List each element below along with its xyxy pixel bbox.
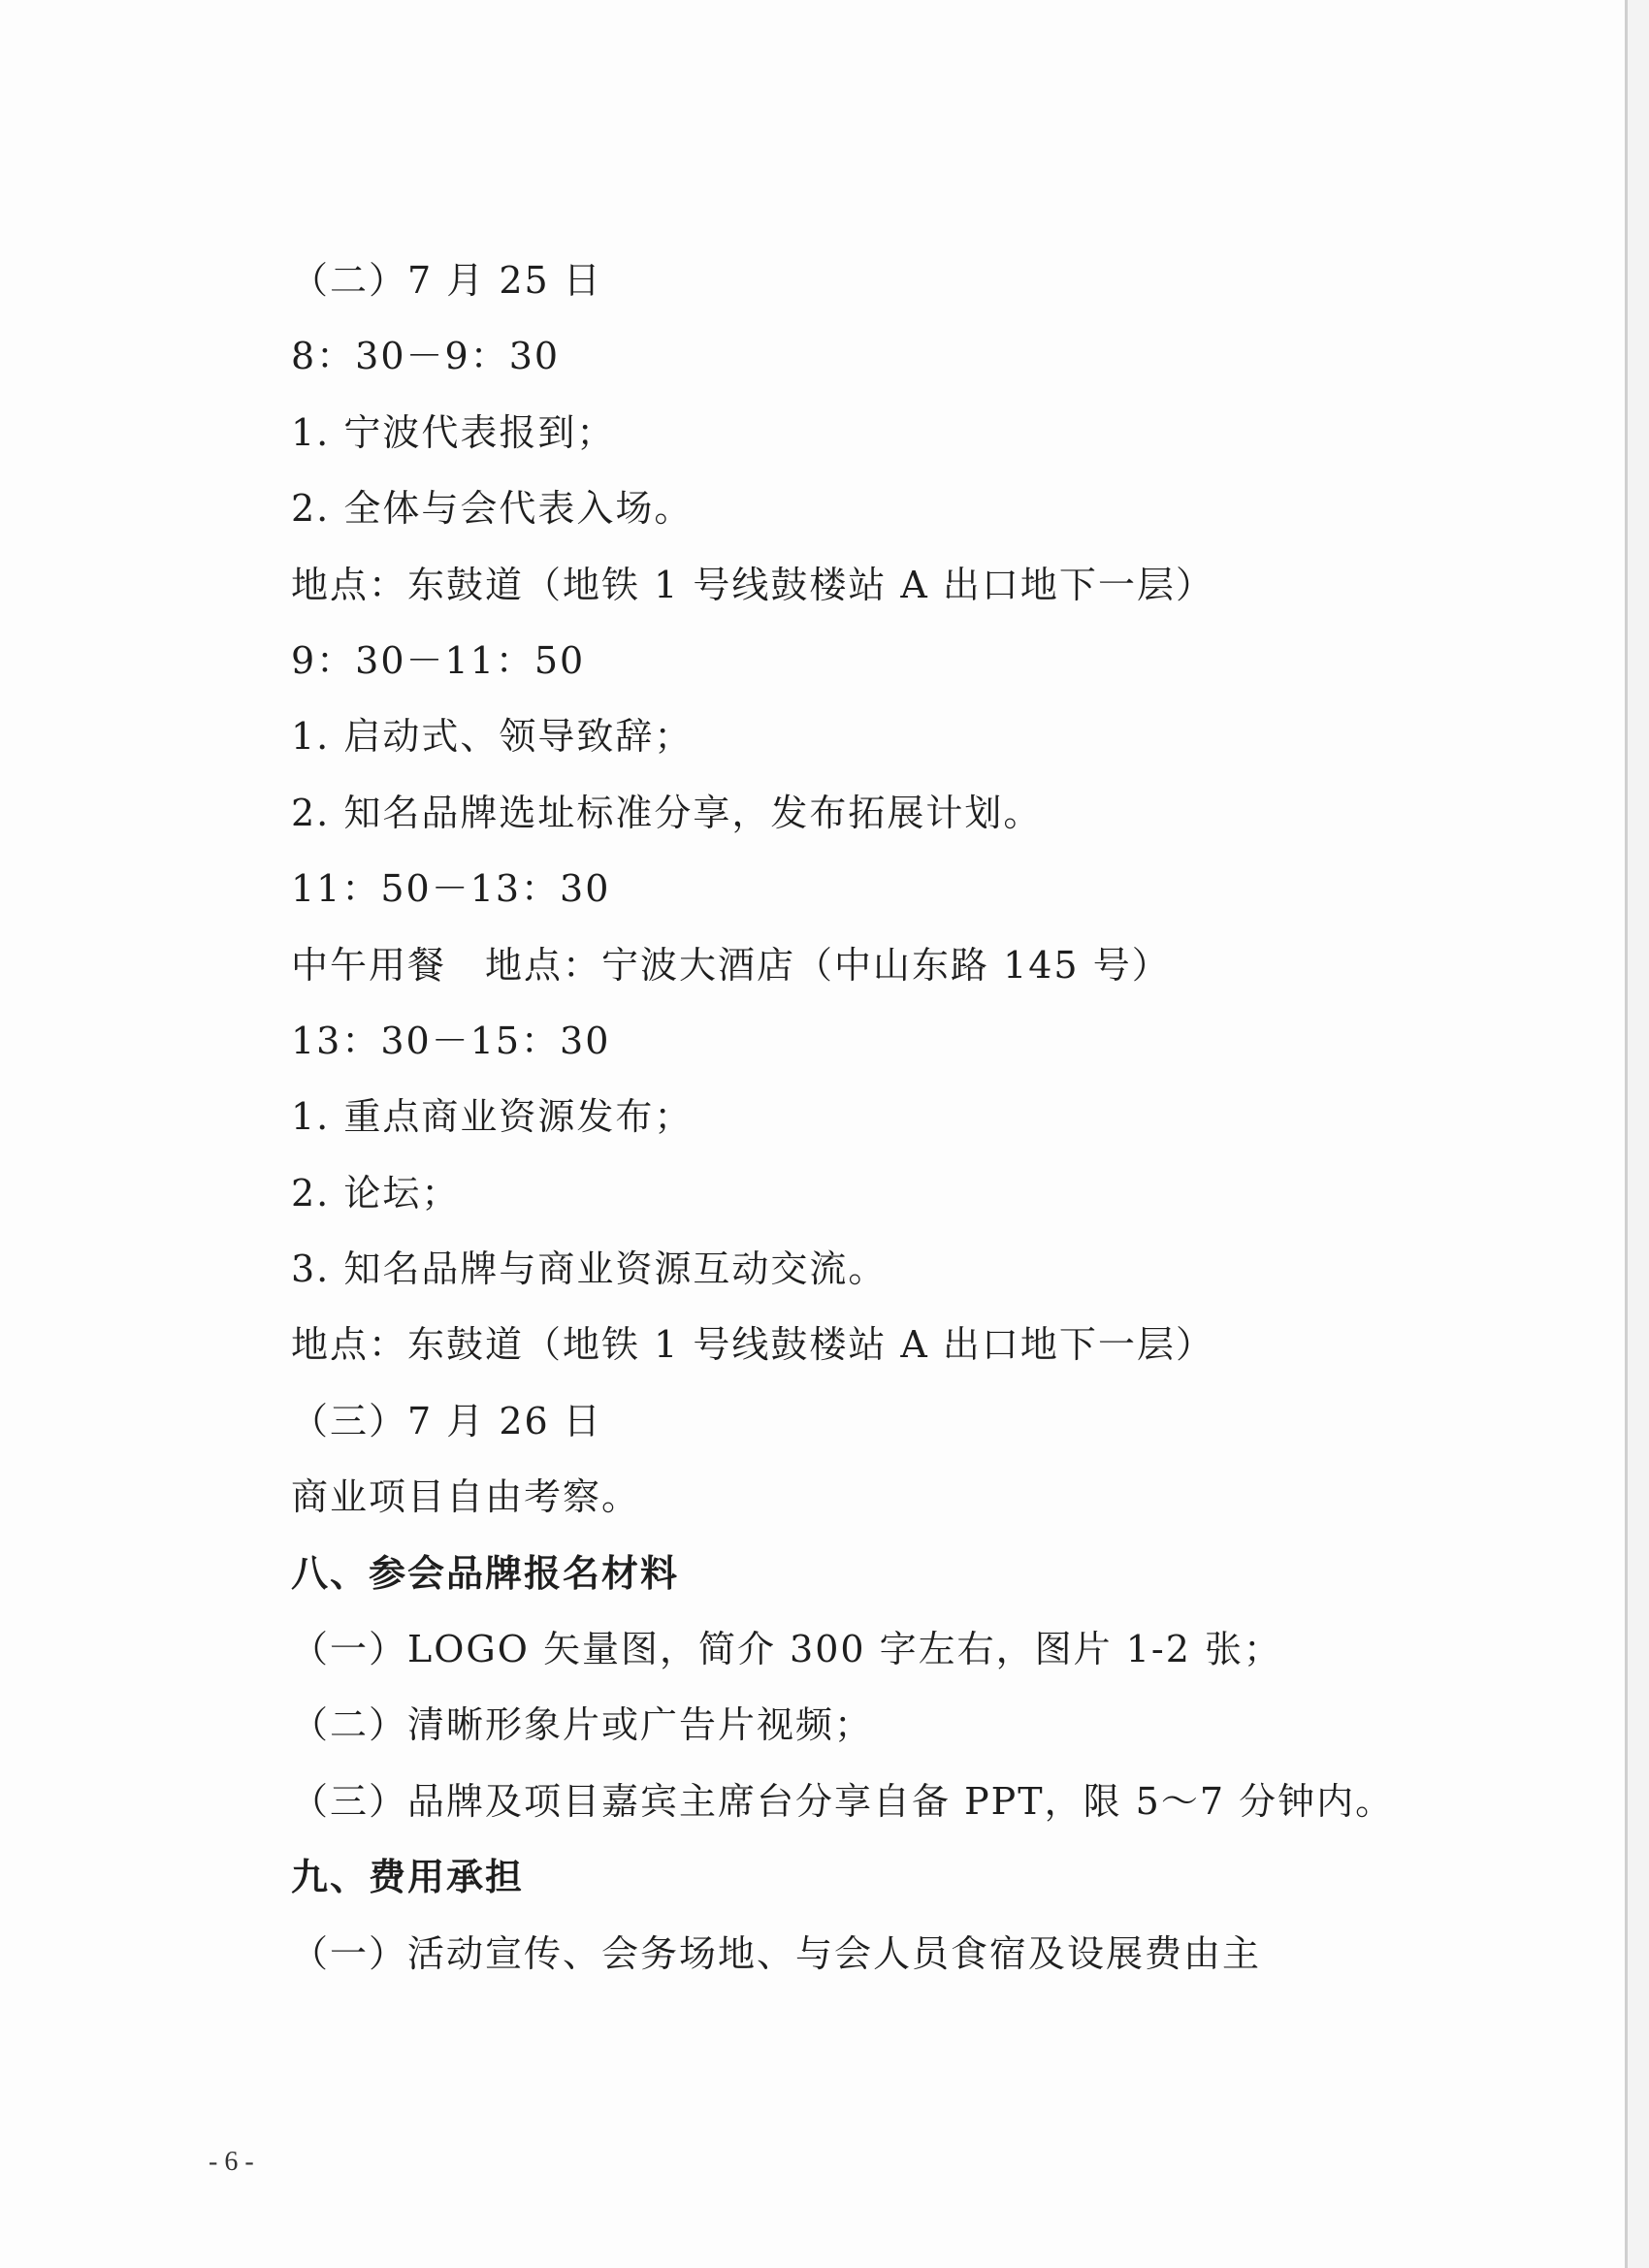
section-heading-8: 八、参会品牌报名材料	[291, 1551, 680, 1595]
agenda-item: 3. 知名品牌与商业资源互动交流。	[291, 1247, 888, 1291]
section-date-0726: （三）7 月 26 日	[291, 1399, 602, 1442]
location-line: 地点：东鼓道（地铁 1 号线鼓楼站 A 出口地下一层）	[291, 1323, 1214, 1367]
location-line: 地点：东鼓道（地铁 1 号线鼓楼站 A 出口地下一层）	[291, 563, 1214, 606]
section-date-0725: （二）7 月 25 日	[291, 259, 602, 302]
time-slot-0830: 8：30－9：30	[291, 335, 561, 378]
agenda-item: 1. 宁波代表报到；	[291, 410, 616, 454]
fee-item: （一）活动宣传、会务场地、与会人员食宿及设展费由主	[291, 1931, 1262, 1975]
agenda-item: 2. 论坛；	[291, 1171, 461, 1215]
agenda-item: 1. 重点商业资源发布；	[291, 1095, 694, 1139]
section-heading-9: 九、费用承担	[291, 1856, 525, 1899]
document-body	[291, 243, 1416, 1992]
scan-edge-line	[1625, 0, 1628, 2268]
material-item: （一）LOGO 矢量图，简介 300 字左右，图片 1-2 张；	[291, 1628, 1283, 1671]
material-item: （三）品牌及项目嘉宾主席台分享自备 PPT，限 5～7 分钟内。	[291, 1779, 1395, 1823]
agenda-item: 2. 知名品牌选址标准分享，发布拓展计划。	[291, 791, 1043, 834]
lunch-location-line: 中午用餐 地点：宁波大酒店（中山东路 145 号）	[291, 943, 1171, 987]
agenda-item: 2. 全体与会代表入场。	[291, 487, 694, 531]
agenda-item: 商业项目自由考察。	[291, 1475, 641, 1519]
scan-edge-shadow	[1628, 0, 1649, 2268]
time-slot-0930: 9：30－11：50	[291, 638, 586, 682]
page-number: - 6 -	[209, 2147, 254, 2177]
time-slot-1150: 11：50－13：30	[291, 867, 611, 911]
material-item: （二）清晰形象片或广告片视频；	[291, 1703, 874, 1747]
time-slot-1330: 13：30－15：30	[291, 1019, 611, 1062]
agenda-item: 1. 启动式、领导致辞；	[291, 715, 694, 759]
